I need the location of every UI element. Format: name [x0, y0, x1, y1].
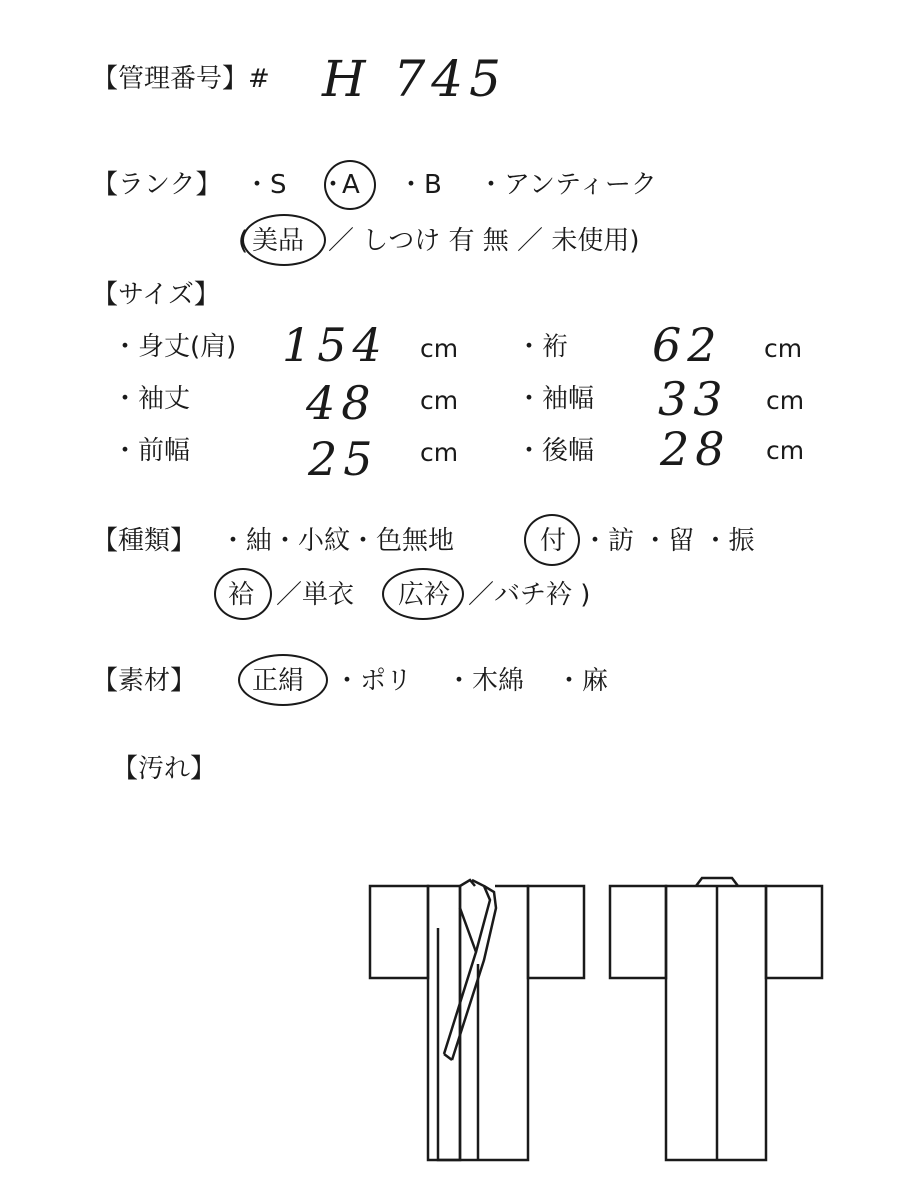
rank-option-s: ・S	[244, 170, 287, 200]
rank-a-circle	[324, 160, 376, 210]
rank-label: 【ランク】	[92, 170, 222, 200]
kimono-diagrams	[360, 868, 840, 1168]
size-yuki-value: 62	[652, 318, 723, 372]
hiroeri-circle	[382, 568, 464, 620]
kind-tsukesage: 付	[540, 526, 567, 556]
size-yuki-unit: cm	[764, 334, 803, 363]
material-poly: ・ポリ	[334, 666, 413, 696]
awase-circle	[214, 568, 272, 620]
kind-awase: 袷	[228, 580, 255, 610]
size-label: 【サイズ】	[92, 280, 220, 310]
rank-option-b: ・B	[398, 170, 442, 200]
silk-circle	[238, 654, 328, 706]
kind-hitoe: ／単衣	[276, 580, 355, 610]
stain-label: 【汚れ】	[112, 754, 217, 784]
size-sleeve-width-value: 33	[658, 372, 729, 426]
size-sleeve-length-unit: cm	[420, 386, 459, 415]
kimono-front-diagram	[370, 880, 584, 1160]
kind-options-b: ・訪 ・留 ・振	[582, 526, 755, 556]
size-front-width-unit: cm	[420, 438, 459, 467]
tsukesage-circle	[524, 514, 580, 566]
kimono-back-diagram	[610, 878, 822, 1160]
kind-hiroeri: 広衿	[398, 580, 451, 610]
kind-options-a: ・紬・小紋・色無地	[220, 526, 455, 556]
rank-option-a-dot: ・	[320, 170, 347, 200]
mint-circle	[242, 214, 326, 266]
kind-label: 【種類】	[92, 526, 197, 556]
control-number-value: H 745	[322, 50, 507, 108]
size-sleeve-length-label: ・袖丈	[112, 384, 191, 414]
size-front-width-value: 25	[308, 432, 379, 486]
size-length-label: ・身丈(肩)	[112, 332, 237, 362]
size-length-unit: cm	[420, 334, 459, 363]
kind-bachieri: ／バチ衿 )	[468, 580, 591, 610]
size-yuki-label: ・裄	[516, 332, 569, 362]
rank-option-a: A	[342, 170, 360, 200]
size-sleeve-length-value: 48	[306, 376, 377, 430]
material-silk: 正絹	[252, 666, 305, 696]
condition-open-paren: (	[238, 226, 249, 256]
control-number-label: 【管理番号】#	[92, 64, 270, 94]
size-back-width-unit: cm	[766, 436, 805, 465]
material-label: 【素材】	[92, 666, 197, 696]
rank-option-antique: ・アンティーク	[478, 170, 657, 200]
size-back-width-value: 28	[660, 422, 731, 476]
material-cotton: ・木綿	[446, 666, 525, 696]
size-sleeve-width-unit: cm	[766, 386, 805, 415]
condition-others: ／ しつけ 有 無 ／ 未使用)	[328, 226, 640, 256]
size-back-width-label: ・後幅	[516, 436, 595, 466]
size-sleeve-width-label: ・袖幅	[516, 384, 595, 414]
size-front-width-label: ・前幅	[112, 436, 191, 466]
material-linen: ・麻	[556, 666, 609, 696]
size-length-value: 154	[282, 318, 388, 372]
condition-mint: 美品	[252, 226, 305, 256]
